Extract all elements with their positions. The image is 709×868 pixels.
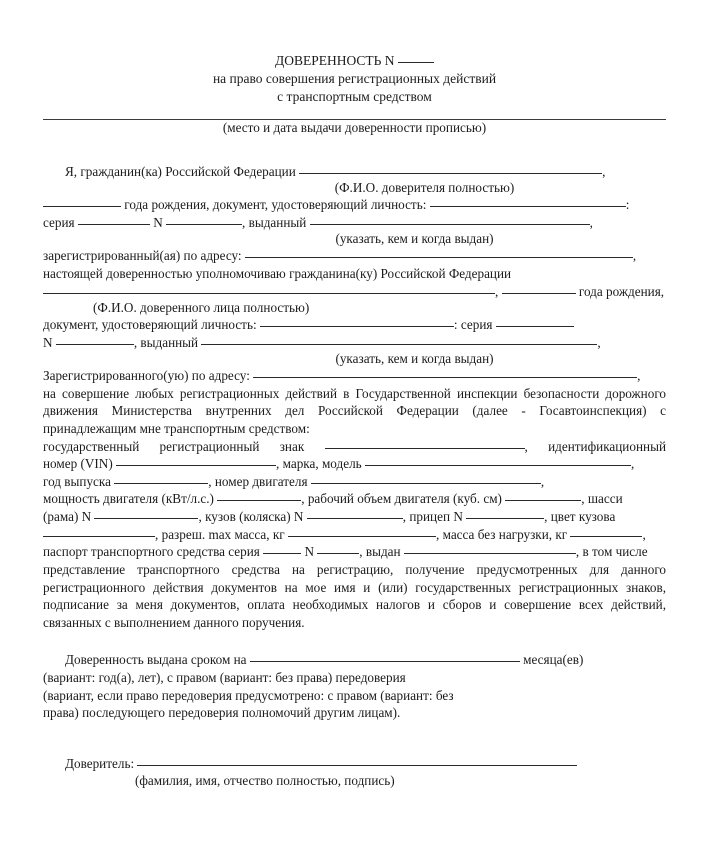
vehicle-engine-number-blank[interactable] <box>311 483 541 484</box>
attorney-address-row: Зарегистрированного(ую) по адресу: , <box>43 368 641 384</box>
principal-birth-year-blank[interactable] <box>43 206 121 207</box>
authorize-row: настоящей доверенностью уполномочиваю гражданина(ку) Российской Федерации <box>43 265 512 281</box>
attorney-id-doc-label: документ, удостоверяющий личность: <box>43 316 257 332</box>
attorney-fio-row: , года рождения, <box>43 283 666 301</box>
principal-issued-label: , выданный <box>242 214 307 230</box>
vehicle-passport-issued-label: , выдан <box>359 544 401 560</box>
attorney-id-row <box>43 316 666 334</box>
principal-fio-blank[interactable] <box>299 173 602 174</box>
vehicle-frame-label: (рама) N <box>43 509 92 525</box>
attorney-address-label: Зарегистрированного(ую) по адресу: <box>43 368 250 384</box>
attorney-birth-year-blank[interactable] <box>502 293 576 294</box>
vehicle-passport-tail: , в том числе <box>575 544 648 560</box>
vehicle-passport-number-blank[interactable] <box>317 553 359 554</box>
principal-series-label: серия <box>43 214 75 230</box>
principal-series-row: серия N , выданный , <box>43 214 593 230</box>
title-line-3: с транспортным средством <box>277 88 432 104</box>
principal-birth-id-row: года рождения, документ, удостоверяющий личность: : <box>43 196 666 214</box>
vehicle-engine-volume-blank[interactable] <box>505 500 581 501</box>
vehicle-make-model-blank[interactable] <box>365 465 631 466</box>
vehicle-max-mass-label: , разреш. max масса, кг <box>155 526 285 542</box>
signature-row <box>43 755 666 773</box>
term-section <box>43 651 666 722</box>
vehicle-frame-row <box>43 508 666 526</box>
attorney-series-label: : серия <box>453 316 493 332</box>
attorney-number-label: N <box>43 334 53 350</box>
title-line-2: на право совершения регистрационных действий <box>212 70 497 86</box>
attorney-address-blank[interactable] <box>253 377 637 378</box>
principal-id-doc-blank[interactable] <box>430 206 626 207</box>
title-doc-type: ДОВЕРЕННОСТЬ N <box>275 53 395 68</box>
vehicle-body-label: , кузов (коляска) N <box>198 509 304 525</box>
vehicle-plate-blank[interactable] <box>325 448 525 449</box>
attorney-id-doc-blank[interactable] <box>260 326 454 327</box>
signature-blank[interactable] <box>137 765 577 766</box>
attorney-fio-caption: (Ф.И.О. доверенного лица полностью) <box>93 300 310 316</box>
scope-paragraph: на совершение любых регистрационных действий в Государственной инспекции безопасности дорожного движения Министерства внутренних дел Российской Федерации (далее - Госавтоинспекция) с принадлежащим мне транспортным средством: <box>43 385 666 436</box>
principal-address-label: зарегистрированный(ая) по адресу: <box>43 248 242 264</box>
principal-address-row: зарегистрированный(ая) по адресу: , <box>43 248 637 264</box>
principal-issued-blank[interactable] <box>310 224 590 225</box>
signature-section <box>43 755 666 788</box>
principal-fio-caption: (Ф.И.О. доверителя полностью) <box>334 180 515 196</box>
principal-intro-row: Я, гражданин(ка) Российской Федерации , <box>65 163 606 179</box>
vehicle-year-blank[interactable] <box>114 483 208 484</box>
title-line-1 <box>43 52 666 70</box>
vehicle-frame-blank[interactable] <box>94 518 198 519</box>
attorney-series-blank[interactable] <box>496 326 574 327</box>
vehicle-trailer-label: , прицеп N <box>402 509 463 525</box>
vehicle-engine-number-label: , номер двигателя <box>208 473 308 489</box>
principal-birth-id-label: года рождения, документ, удостоверяющий личность: <box>124 197 427 213</box>
signature-caption: (фамилия, имя, отчество полностью, подпись) <box>135 772 395 788</box>
vehicle-chassis-tail: , шасси <box>581 491 623 507</box>
powers-paragraph: представление транспортного средства на регистрацию, получение предусмотренных для данного регистрационного действия документов на мое имя и (или) государственных регистрационных знаков, подписание за меня документов, оплата необходимых налогов и сборов и совершение всех действий, связанных с выполнением данного поручения. <box>43 561 666 630</box>
vehicle-vin-row: номер (VIN) , марка, модель , <box>43 456 635 472</box>
vehicle-max-mass-blank[interactable] <box>288 536 436 537</box>
doc-number-blank[interactable] <box>398 62 434 63</box>
term-months-label: месяца(ев) <box>523 652 584 668</box>
vehicle-passport-label: паспорт транспортного средства серия <box>43 544 260 560</box>
vehicle-power-row <box>43 490 666 508</box>
attorney-number-row: N , выданный , <box>43 334 601 350</box>
vehicle-passport-row <box>43 543 666 561</box>
vehicle-engine-volume-label: , рабочий объем двигателя (куб. см) <box>301 491 502 507</box>
term-row <box>43 651 666 669</box>
vehicle-body-blank[interactable] <box>307 518 403 519</box>
attorney-fio-blank[interactable] <box>43 293 495 294</box>
attorney-number-blank[interactable] <box>56 344 134 345</box>
vehicle-engine-power-label: мощность двигателя (кВт/л.с.) <box>43 491 214 507</box>
vehicle-plate-row: государственный регистрационный знак , идентификационный <box>43 438 666 454</box>
term-variant-2: (вариант, если право передоверия предусмотрено: с правом (вариант: без <box>43 687 454 703</box>
document-title-block <box>43 52 666 106</box>
vehicle-passport-issued-blank[interactable] <box>404 553 576 554</box>
signature-label: Доверитель: <box>65 755 135 771</box>
vehicle-mass-row: , разреш. max масса, кг , масса без нагрузки, кг , <box>43 526 666 544</box>
vehicle-make-model-label: , марка, модель <box>276 456 362 472</box>
vehicle-empty-mass-label: , масса без нагрузки, кг <box>435 526 568 542</box>
principal-intro-label: Я, гражданин(ка) Российской Федерации <box>65 163 296 179</box>
attorney-issued-label: , выданный <box>133 334 199 350</box>
term-lead-label: Доверенность выдана сроком на <box>65 652 247 668</box>
principal-number-label: N <box>153 214 163 230</box>
vehicle-passport-series-blank[interactable] <box>263 553 301 554</box>
attorney-issued-blank[interactable] <box>201 344 597 345</box>
vehicle-vin-blank[interactable] <box>116 465 276 466</box>
term-duration-blank[interactable] <box>250 661 520 662</box>
vehicle-year-label: год выпуска <box>43 473 111 489</box>
term-variant-3: права) последующего передоверия полномочий другим лицам). <box>43 705 401 721</box>
principal-section <box>43 163 666 632</box>
vehicle-empty-mass-blank[interactable] <box>570 536 642 537</box>
vehicle-vin-label: номер (VIN) <box>43 456 113 472</box>
vehicle-vin-word: идентификационный <box>548 438 666 454</box>
vehicle-engine-power-blank[interactable] <box>217 500 301 501</box>
place-date-caption: (место и дата выдачи доверенности прописью) <box>222 119 487 135</box>
attorney-issued-caption: (указать, кем и когда выдан) <box>335 351 494 367</box>
vehicle-year-row: год выпуска , номер двигателя , <box>43 473 545 489</box>
vehicle-color-blank[interactable] <box>43 536 155 537</box>
vehicle-trailer-blank[interactable] <box>466 518 544 519</box>
vehicle-color-tail: , цвет кузова <box>544 509 616 525</box>
vehicle-plate-label: государственный регистрационный знак <box>43 438 305 454</box>
attorney-birth-label: года рождения, <box>578 283 665 299</box>
principal-series-blank[interactable] <box>78 224 150 225</box>
term-variant-1: (вариант: год(а), лет), с правом (вариант: без права) передоверия <box>43 670 406 686</box>
principal-address-blank[interactable] <box>245 257 633 258</box>
principal-number-blank[interactable] <box>166 224 242 225</box>
principal-issued-caption: (указать, кем и когда выдан) <box>335 231 494 247</box>
vehicle-passport-number-label: N <box>304 544 314 560</box>
